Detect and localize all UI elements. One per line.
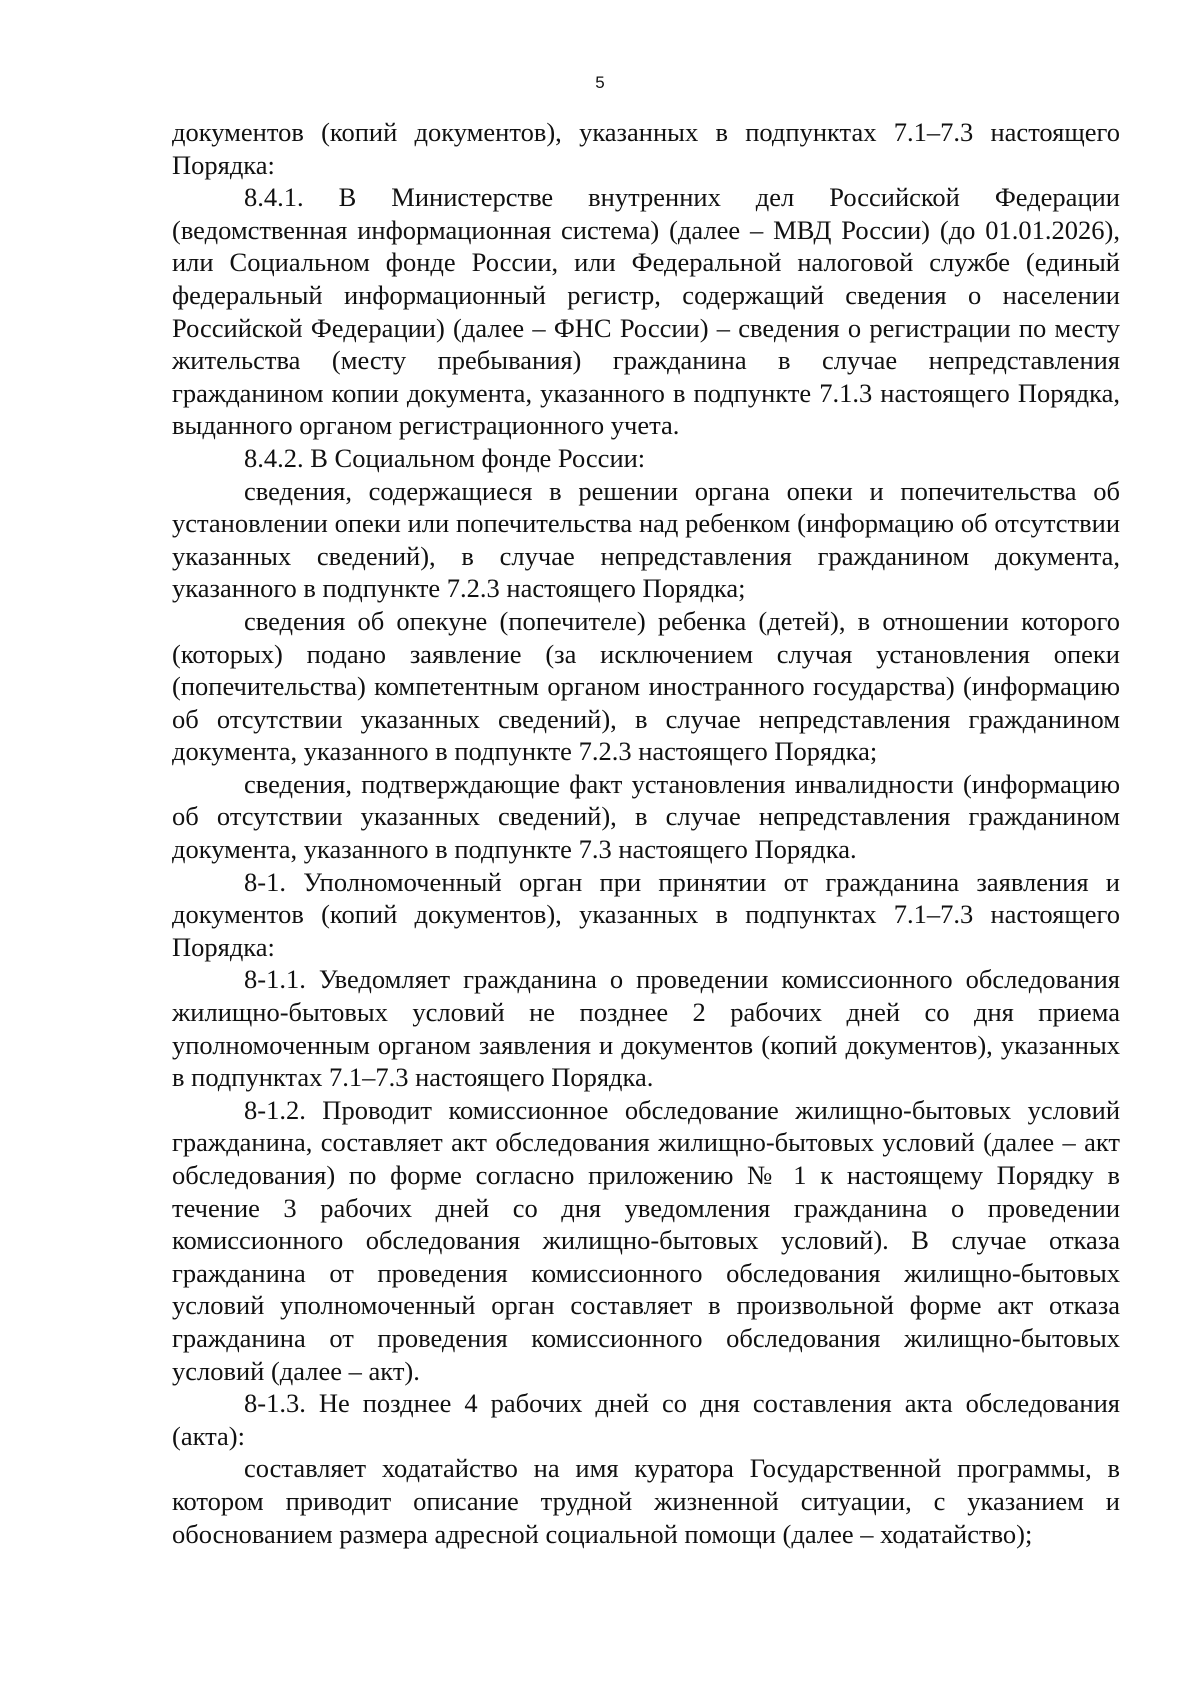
- paragraph-8-1-2: 8-1.2. Проводит комиссионное обследование жилищно-бытовых условий гражданина, составляет акт обследования жилищно-бытовых условий (далее – акт обследования) по форме согласно приложению № 1 к настоящему Порядку в течение 3 рабочих дней со дня уведомления гражданина о проведении комиссионного обследования жилищно-бытовых условий). В случае отказа гражданина от проведения комиссионного обследования жилищно-бытовых условий уполномоченный орган составляет в произвольной форме акт отказа гражданина от проведения комиссионного обследования жилищно-бытовых условий (далее – акт).: [172, 1094, 1120, 1386]
- paragraph-8-1: 8-1. Уполномоченный орган при принятии от гражданина заявления и документов (копий документов), указанных в подпунктах 7.1–7.3 настоящего Порядка:: [172, 866, 1120, 962]
- paragraph-8-1-1: 8-1.1. Уведомляет гражданина о проведении комиссионного обследования жилищно-бытовых условий не позднее 2 рабочих дней со дня приема уполномоченным органом заявления и документов (копий документов), указанных в подпунктах 7.1–7.3 настоящего Порядка.: [172, 964, 1120, 1093]
- paragraph-8-4-1: 8.4.1. В Министерстве внутренних дел Российской Федерации (ведомственная информационная система) (далее – МВД России) (до 01.01.2026), или Социальном фонде России, или Федеральной налоговой службе (единый федеральный информационный регистр, содержащий сведения о населении Российской Федерации) (далее – ФНС России) – сведения о регистрации по месту жительства (месту пребывания) гражданина в случае непредставления гражданином копии документа, указанного в подпункте 7.1.3 настоящего Порядка, выданного органом регистрационного учета.: [172, 182, 1120, 441]
- paragraph-8-1-3: 8-1.3. Не позднее 4 рабочих дней со дня составления акта обследования (акта):: [172, 1388, 1120, 1451]
- paragraph-continuation: документов (копий документов), указанных в подпунктах 7.1–7.3 настоящего Порядка:: [172, 117, 1120, 180]
- document-body: [172, 116, 1120, 1550]
- paragraph-petition: составляет ходатайство на имя куратора Государственной программы, в котором приводит описание трудной жизненной ситуации, с указанием и обоснованием размера адресной социальной помощи (далее – ходатайство);: [172, 1453, 1120, 1549]
- paragraph-guardian-info: сведения об опекуне (попечителе) ребенка (детей), в отношении которого (которых) подано заявление (за исключением случая установления опеки (попечительства) компетентным органом иностранного государства) (информацию об отсутствии указанных сведений), в случае непредставления гражданином документа, указанного в подпункте 7.2.3 настоящего Порядка;: [172, 605, 1120, 767]
- paragraph-8-4-2: 8.4.2. В Социальном фонде России:: [244, 442, 646, 473]
- page-number: 5: [595, 73, 605, 92]
- paragraph-guardianship-decision: сведения, содержащиеся в решении органа опеки и попечительства об установлении опеки или попечительства над ребенком (информацию об отсутствии указанных сведений), в случае непредставления гражданином документа, указанного в подпункте 7.2.3 настоящего Порядка;: [172, 475, 1120, 604]
- paragraph-disability-info: сведения, подтверждающие факт установления инвалидности (информацию об отсутствии указанных сведений), в случае непредставления гражданином документа, указанного в подпункте 7.3 настоящего Порядка.: [172, 768, 1120, 865]
